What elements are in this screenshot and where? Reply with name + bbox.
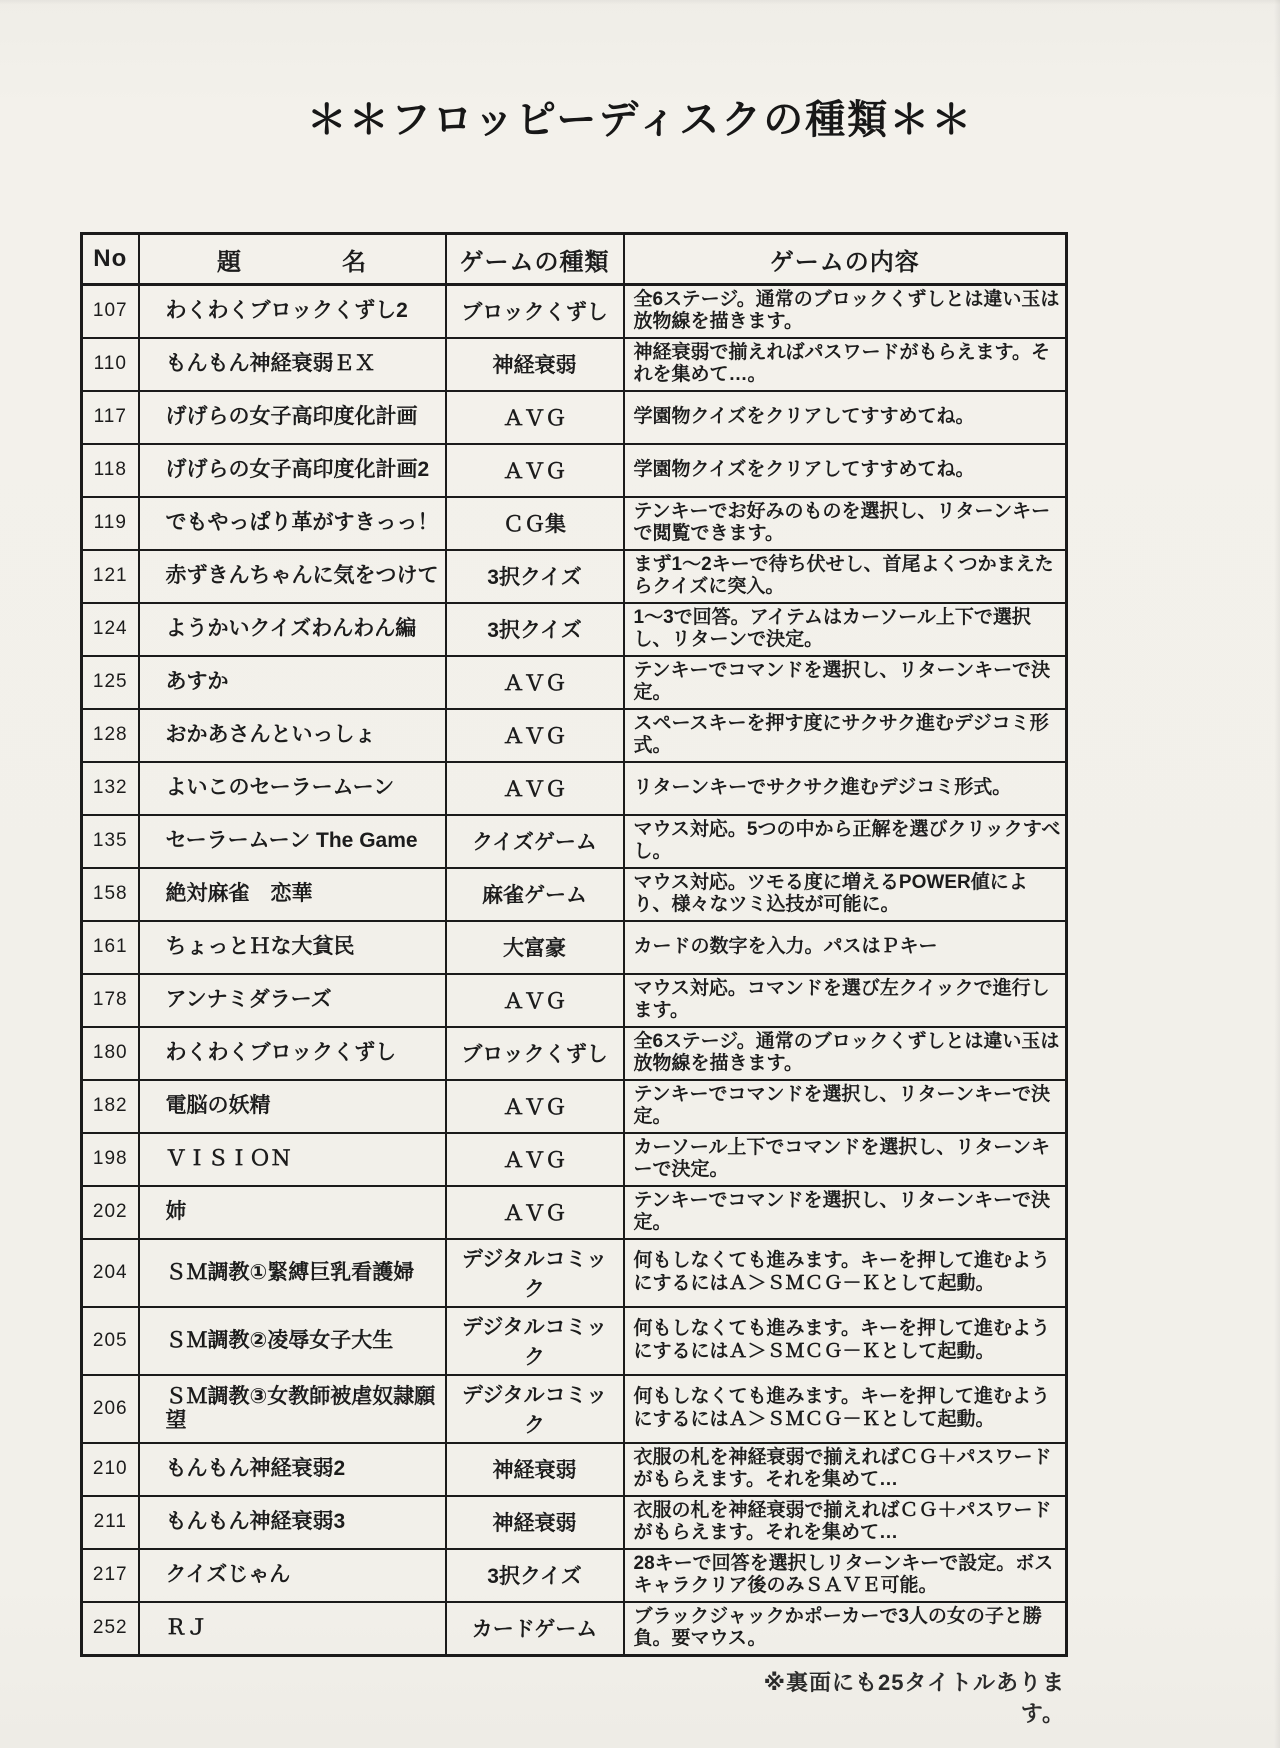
- header-title: 題 名: [139, 234, 446, 285]
- table-row: [82, 603, 1067, 656]
- page-title: ＊＊フロッピーディスクの種類＊＊: [306, 98, 974, 142]
- cell-no: 110: [82, 338, 139, 391]
- cell-no: 161: [82, 921, 139, 974]
- cell-title: 赤ずきんちゃんに気をつけて: [139, 550, 446, 603]
- cell-type: クイズゲーム: [446, 815, 624, 868]
- cell-title: でもやっぱり革がすきっっ！: [139, 497, 446, 550]
- cell-no: 125: [82, 656, 139, 709]
- footer-note: ※裏面にも25タイトルあります。: [763, 1670, 1065, 1726]
- cell-title: もんもん神経衰弱3: [139, 1496, 446, 1549]
- cell-title: もんもん神経衰弱2: [139, 1443, 446, 1496]
- cell-title: げげらの女子高印度化計画: [139, 391, 446, 444]
- cell-title: おかあさんといっしょ: [139, 709, 446, 762]
- cell-content: スペースキーを押す度にサクサク進むデジコミ形式。: [624, 709, 1067, 762]
- cell-content: テンキーでお好みのものを選択し、リターンキーで閲覧できます。: [624, 497, 1067, 550]
- table-row: [82, 444, 1067, 497]
- header-no: No: [82, 234, 139, 285]
- cell-no: 202: [82, 1186, 139, 1239]
- cell-content: テンキーでコマンドを選択し、リターンキーで決定。: [624, 1186, 1067, 1239]
- cell-no: 210: [82, 1443, 139, 1496]
- cell-no: 118: [82, 444, 139, 497]
- cell-title: わくわくブロックくずし2: [139, 285, 446, 338]
- table-row: [82, 656, 1067, 709]
- cell-title: ＳＭ調教①緊縛巨乳看護婦: [139, 1239, 446, 1307]
- cell-type: 3択クイズ: [446, 1549, 624, 1602]
- header-game-type: ゲームの種類: [446, 234, 624, 285]
- cell-title: ＶＩＳＩＯＮ: [139, 1133, 446, 1186]
- cell-no: 119: [82, 497, 139, 550]
- cell-type: 神経衰弱: [446, 338, 624, 391]
- cell-title: ＳＭ調教③女教師被虐奴隷願望: [139, 1375, 446, 1443]
- cell-no: 124: [82, 603, 139, 656]
- table-header-row: [82, 234, 1067, 285]
- cell-content: 衣服の札を神経衰弱で揃えればＣＧ＋パスワードがもらえます。それを集めて…: [624, 1443, 1067, 1496]
- cell-title: セーラームーン The Game: [139, 815, 446, 868]
- cell-title: ちょっとＨな大貧民: [139, 921, 446, 974]
- cell-content: テンキーでコマンドを選択し、リターンキーで決定。: [624, 656, 1067, 709]
- cell-type: 神経衰弱: [446, 1496, 624, 1549]
- table-row: [82, 762, 1067, 815]
- cell-no: 107: [82, 285, 139, 338]
- cell-no: 204: [82, 1239, 139, 1307]
- table-row: [82, 497, 1067, 550]
- cell-type: ＡＶＧ: [446, 444, 624, 497]
- cell-type: 神経衰弱: [446, 1443, 624, 1496]
- cell-content: 全6ステージ。通常のブロックくずしとは違い玉は放物線を描きます。: [624, 1027, 1067, 1080]
- scan-artifact-right: [1274, 0, 1280, 1748]
- cell-type: ＡＶＧ: [446, 1186, 624, 1239]
- cell-no: 180: [82, 1027, 139, 1080]
- table-row: [82, 1307, 1067, 1375]
- cell-content: カーソール上下でコマンドを選択し、リターンキーで決定。: [624, 1133, 1067, 1186]
- cell-title: 絶対麻雀 恋華: [139, 868, 446, 921]
- cell-content: 何もしなくても進みます。キーを押して進むようにするにはＡ＞ＳＭＣＧ－Ｋとして起動。: [624, 1239, 1067, 1307]
- table-row: [82, 815, 1067, 868]
- cell-no: 205: [82, 1307, 139, 1375]
- cell-type: ＡＶＧ: [446, 1080, 624, 1133]
- cell-title: もんもん神経衰弱ＥＸ: [139, 338, 446, 391]
- table-row: [82, 391, 1067, 444]
- scan-artifact-top: [0, 0, 1280, 5]
- cell-content: 全6ステージ。通常のブロックくずしとは違い玉は放物線を描きます。: [624, 285, 1067, 338]
- cell-no: 217: [82, 1549, 139, 1602]
- cell-type: カードゲーム: [446, 1602, 624, 1655]
- cell-title: あすか: [139, 656, 446, 709]
- table-row: [82, 1133, 1067, 1186]
- cell-no: 178: [82, 974, 139, 1027]
- cell-type: ブロックくずし: [446, 285, 624, 338]
- cell-no: 121: [82, 550, 139, 603]
- cell-type: ブロックくずし: [446, 1027, 624, 1080]
- cell-title: アンナミダラーズ: [139, 974, 446, 1027]
- table-row: [82, 868, 1067, 921]
- table-row: [82, 550, 1067, 603]
- cell-type: 大富豪: [446, 921, 624, 974]
- table-row: [82, 1239, 1067, 1307]
- cell-content: 何もしなくても進みます。キーを押して進むようにするにはＡ＞ＳＭＣＧ－Ｋとして起動。: [624, 1307, 1067, 1375]
- cell-content: 神経衰弱で揃えればパスワードがもらえます。それを集めて…。: [624, 338, 1067, 391]
- cell-type: ＡＶＧ: [446, 391, 624, 444]
- cell-title: げげらの女子高印度化計画2: [139, 444, 446, 497]
- cell-content: カードの数字を入力。パスはＰキー: [624, 921, 1067, 974]
- cell-content: テンキーでコマンドを選択し、リターンキーで決定。: [624, 1080, 1067, 1133]
- table-row: [82, 1186, 1067, 1239]
- cell-title: わくわくブロックくずし: [139, 1027, 446, 1080]
- table-row: [82, 1496, 1067, 1549]
- cell-type: 麻雀ゲーム: [446, 868, 624, 921]
- table-row: [82, 709, 1067, 762]
- cell-type: ＡＶＧ: [446, 709, 624, 762]
- table-body: [82, 285, 1067, 1656]
- cell-no: 135: [82, 815, 139, 868]
- table-row: [82, 338, 1067, 391]
- cell-type: ＡＶＧ: [446, 1133, 624, 1186]
- cell-no: 211: [82, 1496, 139, 1549]
- cell-content: 学園物クイズをクリアしてすすめてね。: [624, 391, 1067, 444]
- table-row: [82, 1549, 1067, 1602]
- cell-content: 学園物クイズをクリアしてすすめてね。: [624, 444, 1067, 497]
- cell-content: ブラックジャックかポーカーで3人の女の子と勝負。要マウス。: [624, 1602, 1067, 1655]
- table-row: [82, 1080, 1067, 1133]
- cell-no: 132: [82, 762, 139, 815]
- cell-title: 電脳の妖精: [139, 1080, 446, 1133]
- cell-no: 252: [82, 1602, 139, 1655]
- cell-content: まず1～2キーで待ち伏せし、首尾よくつかまえたらクイズに突入。: [624, 550, 1067, 603]
- header-game-content: ゲームの内容: [624, 234, 1067, 285]
- cell-type: ＣＧ集: [446, 497, 624, 550]
- table-row: [82, 921, 1067, 974]
- cell-type: ＡＶＧ: [446, 762, 624, 815]
- cell-content: 1～3で回答。アイテムはカーソール上下で選択し、リターンで決定。: [624, 603, 1067, 656]
- table-row: [82, 974, 1067, 1027]
- cell-type: 3択クイズ: [446, 550, 624, 603]
- floppy-disk-table: [80, 232, 1068, 1657]
- cell-title: クイズじゃん: [139, 1549, 446, 1602]
- cell-type: ＡＶＧ: [446, 656, 624, 709]
- cell-no: 182: [82, 1080, 139, 1133]
- cell-no: 198: [82, 1133, 139, 1186]
- cell-title: ＲＪ: [139, 1602, 446, 1655]
- cell-title: ようかいクイズわんわん編: [139, 603, 446, 656]
- cell-no: 206: [82, 1375, 139, 1443]
- cell-no: 128: [82, 709, 139, 762]
- cell-title: ＳＭ調教②凌辱女子大生: [139, 1307, 446, 1375]
- cell-content: 衣服の札を神経衰弱で揃えればＣＧ＋パスワードがもらえます。それを集めて…: [624, 1496, 1067, 1549]
- cell-title: よいこのセーラームーン: [139, 762, 446, 815]
- table-row: [82, 1443, 1067, 1496]
- table-row: [82, 285, 1067, 338]
- cell-no: 158: [82, 868, 139, 921]
- cell-content: マウス対応。ツモる度に増えるPOWER値により、様々なツミ込技が可能に。: [624, 868, 1067, 921]
- cell-content: マウス対応。コマンドを選び左クイックで進行します。: [624, 974, 1067, 1027]
- cell-content: 何もしなくても進みます。キーを押して進むようにするにはＡ＞ＳＭＣＧ－Ｋとして起動。: [624, 1375, 1067, 1443]
- cell-content: マウス対応。5つの中から正解を選びクリックすべし。: [624, 815, 1067, 868]
- table-row: [82, 1027, 1067, 1080]
- table-row: [82, 1375, 1067, 1443]
- cell-no: 117: [82, 391, 139, 444]
- cell-type: 3択クイズ: [446, 603, 624, 656]
- cell-type: デジタルコミック: [446, 1375, 624, 1443]
- cell-type: デジタルコミック: [446, 1307, 624, 1375]
- cell-type: デジタルコミック: [446, 1239, 624, 1307]
- cell-content: リターンキーでサクサク進むデジコミ形式。: [624, 762, 1067, 815]
- cell-type: ＡＶＧ: [446, 974, 624, 1027]
- cell-content: 28キーで回答を選択しリターンキーで設定。ボスキャラクリア後のみＳＡＶＥ可能。: [624, 1549, 1067, 1602]
- table-row: [82, 1602, 1067, 1655]
- cell-title: 姉: [139, 1186, 446, 1239]
